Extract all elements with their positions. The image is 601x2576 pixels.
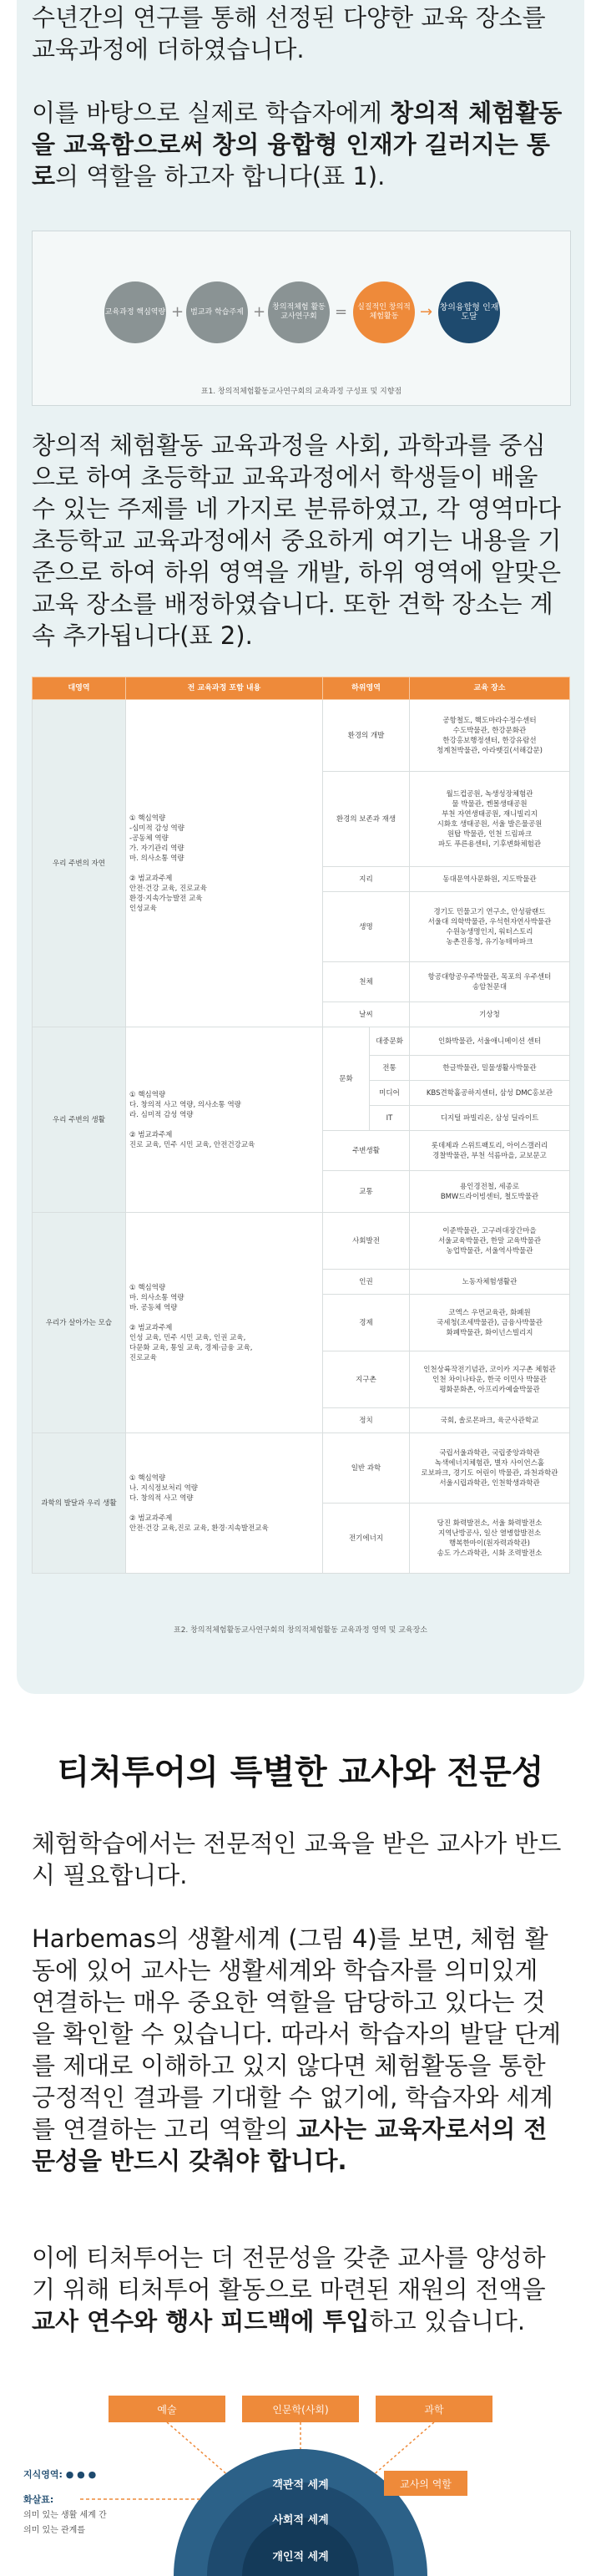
- section2-paragraph-2: [32, 1923, 566, 2177]
- table-cell-sub: 사회발전: [323, 1213, 410, 1270]
- table-cell-sub: 교통: [323, 1171, 410, 1213]
- table-cell-content: ① 핵심역량 -심미적 감성 역량 -공동체 역량 가. 자기관리 역량 마. 의사소통 역량 ② 범교과주제 안전·건강 교육, 진로교육 환경·지속가능발전 교육 인성교육: [126, 700, 323, 1027]
- table-cell-places: KBS견학홀공하지센터, 삼성 DMC홍보관: [410, 1081, 570, 1106]
- table-cell-places: 인화박물관, 서울애니메이션 센터: [410, 1027, 570, 1056]
- table-cell-places: 월드컵공원, 녹생성장체험관 물 박물관, 켄몰생태공원 부천 자연생태공원, 재니빌리지 시화호 생태공원, 서울 발은물공원 원탑 박물관, 인천 드림파크 파도 푸른용센터, 기후변화체험관: [410, 772, 570, 867]
- table-cell-sub: 일반 과학: [323, 1433, 410, 1504]
- table-cell-places: 코엑스 우먼교육관, 화폐원 국세청(조세박물관), 금융사박물관 화폐박물관, 화이넌스빌리지: [410, 1295, 570, 1351]
- table-cell-sub: 대중문화: [370, 1027, 410, 1056]
- bold-text-run: 창의적 체험활동을 교육함으로써 창의 융합형 인재가 길러지는 통로: [32, 99, 563, 190]
- box-humanities: 인문학(사회): [242, 2396, 359, 2422]
- table-cell-sub: 문화: [323, 1027, 370, 1131]
- table-cell-content: ① 핵심역량 마. 의사소통 역량 바. 공동체 역량 ② 범교과주제 인성 교육, 민주 시민 교육, 인권 교육, 다문화 교육, 통일 교육, 경제·금융 교육, 진로교육: [126, 1213, 323, 1433]
- table-cell-places: 당진 화력발전소, 서울 화력발전소 지역난방공사, 일산 열병합발전소 행복한마이(원자력과학관) 송도 가스과학관, 시화 조력발전소: [410, 1504, 570, 1574]
- arrow-right-icon: →: [420, 303, 433, 321]
- intro-paragraph-2: [32, 97, 566, 192]
- table-header: 하위영역: [323, 677, 410, 700]
- social-world-label: 사회적 세계: [272, 2514, 329, 2527]
- figure1-caption: 표1. 창의적체험활동교사연구회의 교육과정 구성표 및 지향점: [200, 388, 402, 396]
- text-run: 하고 있습니다.: [369, 2307, 526, 2335]
- bold-text-run: 교사는 교육자로서의 전문성을 반드시 갖춰야 합니다.: [32, 2115, 548, 2175]
- personal-world-label: 개인적 세계: [272, 2551, 329, 2563]
- table-caption: 표2. 창의적체험활동교사연구회의 창의적체험활동 교육과정 영역 및 교육장소: [174, 1626, 427, 1635]
- figure1-circle-goal: 창의융합형 인재 도달: [438, 281, 500, 343]
- table-cell-sub: 날씨: [323, 1002, 410, 1027]
- table-cell-sub: 인권: [323, 1270, 410, 1295]
- legend-text: 의미 있는 관계를: [23, 2526, 85, 2535]
- teacher-role-box: 교사의 역할: [384, 2471, 467, 2496]
- legend-knowledge: 지식영역: ● ● ●: [23, 2469, 97, 2480]
- section2-paragraph-1: 체험학습에서는 전문적인 교육을 받은 교사가 반드시 필요합니다.: [32, 1829, 562, 1889]
- table-cell-sub: 천체: [323, 962, 410, 1002]
- table-row: [33, 1433, 570, 1504]
- table-cell-places: 롯데제과 스위트팩토리, 아이스갤러리 경찰박물관, 부천 석름마을, 교보문고: [410, 1131, 570, 1171]
- table-cell-places: 경기도 민물고기 연구소, 안성팜랜드 서울대 의학박물관, 우석헌자연사박물관 수원농생명인지, 워터스토리 농촌진흥청, 유기농테마파크: [410, 892, 570, 962]
- table-cell-places: 공항철도, 핵도마라수정수센터 수도박물관, 한강문화관 한강홍보행정센터, 한강유람선 청계천박물관, 아라뱃길(서해갑문): [410, 700, 570, 772]
- equals-icon: =: [335, 303, 348, 321]
- table-header-row: [33, 677, 570, 700]
- paragraph-3: 창의적 체험활동 교육과정을 사회, 과학과를 중심으로 하여 초등학교 교육과정에서 학생들이 배울 수 있는 주제를 네 가지로 분류하였고, 각 영역마다 초등학교 교육과정에서 중요하게 여기는 내용을 기준으로 하여 하위 영역을 개발, 하위 영역에 알맞은 교육 장소를 배정하였습니다. 또한 견학 장소는 계속 추가됩니다(표 2).: [32, 431, 562, 650]
- table-cell-category: 과학의 발달과 우리 생활: [33, 1433, 126, 1574]
- section-title: 티처투어의 특별한 교사와 전문성: [57, 1753, 544, 1792]
- bold-text-run: 교사 연수와 행사 피드백에 투입: [32, 2307, 370, 2335]
- table-cell-content: ① 핵심역량 나. 지식정보처리 역량 다. 창의적 사고 역량 ② 범교과주제 안전·건강 교육,진로 교육, 환경·지속발전교육: [126, 1433, 323, 1574]
- table-header: 전 교육과정 포함 내용: [126, 677, 323, 700]
- objective-world-label: 객관적 세계: [272, 2479, 329, 2492]
- table-cell-category: 우리가 살아가는 모습: [33, 1213, 126, 1433]
- section2-paragraph-3: [32, 2242, 566, 2337]
- table-cell-sub: 주변생활: [323, 1131, 410, 1171]
- table-cell-sub: 미디어: [370, 1081, 410, 1106]
- table-cell-places: 디지털 파빌리온, 삼성 딜라이트: [410, 1106, 570, 1131]
- intro-paragraph-1: 수년간의 연구를 통해 선정된 다양한 교육 장소를 교육과정에 더하였습니다.: [32, 3, 546, 63]
- text-run: 의 역할을 하고자 합니다(표 1).: [55, 162, 386, 190]
- figure1-circle-competency: 교육과정 핵심역량: [104, 281, 166, 343]
- table-cell-places: 국회, 솔로몬파크, 육군사관학교: [410, 1408, 570, 1433]
- table-cell-content: ① 핵심역량 다. 창의적 사고 역량, 의사소통 역량 라. 심미적 감성 역량 ② 범교과주제 진로 교육, 민주 시민 교육, 안전건강교육: [126, 1027, 323, 1213]
- text-run: 이에 티처투어는 더 전문성을 갖춘 교사를 양성하기 위해 티처투어 활동으로 마련된 재원의 전액을: [32, 2244, 546, 2304]
- legend-text: 의미 있는 생활 세계 간: [23, 2511, 107, 2520]
- table-cell-sub: 환경의 보존과 재생: [323, 772, 410, 867]
- plus-icon: +: [171, 303, 184, 321]
- table-cell-sub: 지리: [323, 867, 410, 892]
- figure-1: [32, 231, 571, 406]
- table-cell-sub: 정치: [323, 1408, 410, 1433]
- table-cell-sub: 지구촌: [323, 1351, 410, 1408]
- table-cell-sub: 생명: [323, 892, 410, 962]
- table-cell-places: 노동자체험생활관: [410, 1270, 570, 1295]
- table-cell-category: 우리 주변의 생활: [33, 1027, 126, 1213]
- table-cell-places: 국립서울과학관, 국립중앙과학관 녹색에너지체험관, 별자 사이언스홀 로보파크, 경기도 어린이 박물관, 과천과학관 서울시립과학관, 인천학생과학관: [410, 1433, 570, 1504]
- table-cell-sub: 전통: [370, 1056, 410, 1081]
- legend-arrow: 화살표:: [23, 2494, 54, 2505]
- table-row: [33, 1213, 570, 1270]
- plus-icon: +: [253, 303, 266, 321]
- table-cell-category: 우리 주변의 자연: [33, 700, 126, 1027]
- table-cell-places: 항공대항공우주박물관, 목포의 우주센터 송암천문대: [410, 962, 570, 1002]
- figure1-circle-activity: 실질적인 창의적 체험활동: [353, 281, 415, 343]
- curriculum-table: [32, 677, 570, 1574]
- text-run: 이를 바탕으로 실제로 학습자에게: [32, 99, 391, 127]
- figure1-circle-teachers: 창의적체험 활동 교사연구회: [268, 281, 330, 343]
- table-cell-sub: IT: [370, 1106, 410, 1131]
- table-cell-places: 동대문역사문화원, 지도박물관: [410, 867, 570, 892]
- table-cell-places: 기상청: [410, 1002, 570, 1027]
- figure-4: [0, 2396, 601, 2576]
- box-science: 과학: [376, 2396, 492, 2422]
- table-cell-sub: 환경의 개발: [323, 700, 410, 772]
- table-cell-places: 이준박물관, 고구려대장간마을 서울교육박물관, 한말 교육박물관 농업박물관, 서울역사박물관: [410, 1213, 570, 1270]
- figure1-circle-topics: 범교과 학습주제: [186, 281, 248, 343]
- table-cell-places: 인천상륙작전기념관, 코이카 지구촌 체험관 인천 차이나타운, 한국 이민사 박물관 평화문화촌, 아프리카예술박물관: [410, 1351, 570, 1408]
- table-row: [33, 1027, 570, 1056]
- text-run: Harbemas의 생활세계 (그림 4)를 보면, 체험 활동에 있어 교사는 생활세계와 학습자를 의미있게 연결하는 매우 중요한 역할을 담당하고 있다는 것을 확인할 수 있습니다. 따라서 학습자의 발달 단계를 제대로 이해하고 있지 않다면 체험활동을 통한 긍정적인 결과를 기대할 수 없기에, 학습자와 세계를 연결하는 고리 역할의: [32, 1924, 562, 2143]
- table-row: [33, 700, 570, 772]
- table-cell-sub: 전기에너지: [323, 1504, 410, 1574]
- box-arts: 예술: [109, 2396, 225, 2422]
- table-header: 교육 장소: [410, 677, 570, 700]
- table-header: 대영역: [33, 677, 126, 700]
- table-cell-sub: 경제: [323, 1295, 410, 1351]
- table-cell-places: 용인경전철, 세종로 BMW드라이빙센터, 철도박물관: [410, 1171, 570, 1213]
- table-cell-places: 한글박물관, 밀물생활사박물관: [410, 1056, 570, 1081]
